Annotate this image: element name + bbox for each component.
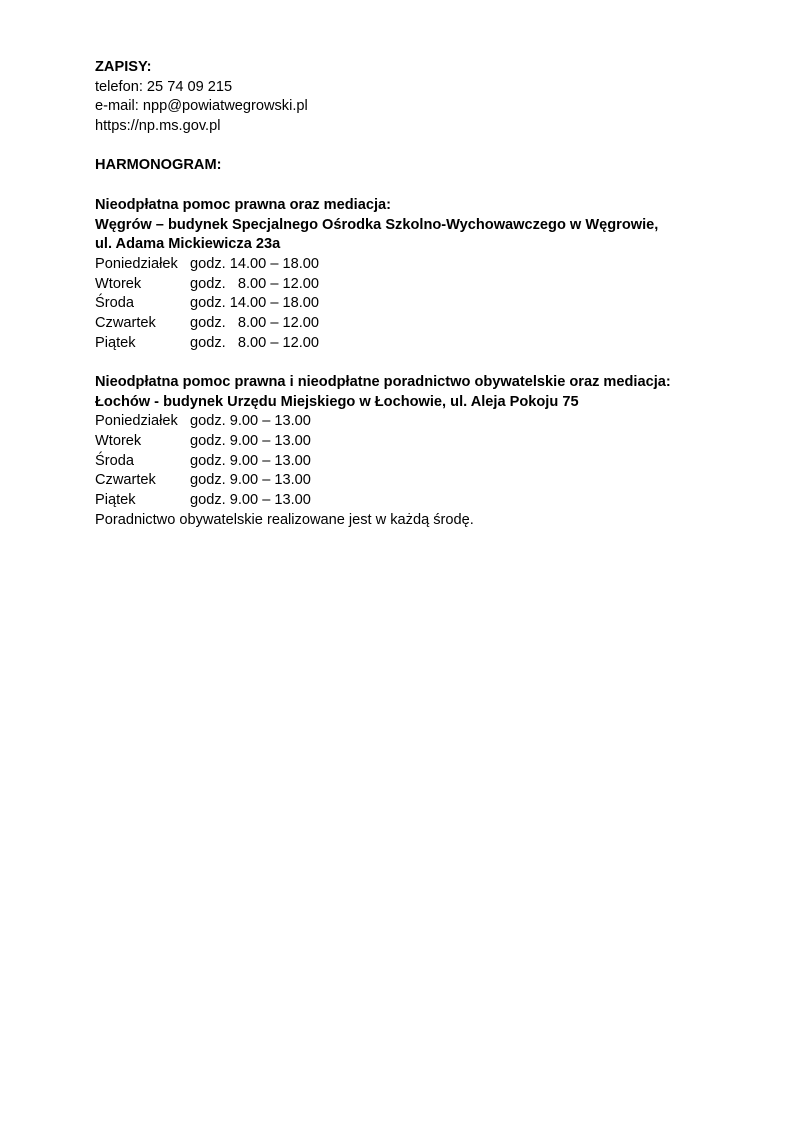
spacer bbox=[95, 176, 755, 196]
schedule-time: godz. 9.00 – 13.00 bbox=[190, 492, 311, 509]
section2-note: Poradnictwo obywatelskie realizowane jest w każdą środę. bbox=[95, 511, 474, 528]
section1-location-line2: ul. Adama Mickiewicza 23a bbox=[95, 236, 281, 253]
schedule-time: godz. 8.00 – 12.00 bbox=[190, 314, 320, 331]
schedule-heading: HARMONOGRAM: bbox=[95, 157, 222, 174]
schedule-day: Środa bbox=[95, 295, 134, 312]
schedule-day: Czwartek bbox=[95, 314, 156, 331]
schedule-time: godz. 9.00 – 13.00 bbox=[190, 452, 311, 469]
schedule-day: Poniedziałek bbox=[95, 255, 178, 272]
schedule-row bbox=[95, 334, 755, 354]
schedule-time: godz. 14.00 – 18.00 bbox=[190, 255, 320, 272]
section1-title: Nieodpłatna pomoc prawna oraz mediacja: bbox=[95, 196, 391, 213]
schedule-day: Czwartek bbox=[95, 472, 156, 489]
schedule-row bbox=[95, 314, 755, 334]
section2-location-line1: Łochów - budynek Urzędu Miejskiego w Łochowie, ul. Aleja Pokoju 75 bbox=[95, 393, 579, 410]
schedule-row bbox=[95, 452, 755, 472]
contact-url: https://np.ms.gov.pl bbox=[95, 118, 221, 135]
schedule-day: Poniedziałek bbox=[95, 413, 178, 430]
schedule-row bbox=[95, 432, 755, 452]
schedule-day: Wtorek bbox=[95, 275, 142, 292]
schedule-day: Piątek bbox=[95, 334, 136, 351]
schedule-time: godz. 8.00 – 12.00 bbox=[190, 275, 320, 292]
schedule-day: Środa bbox=[95, 452, 134, 469]
schedule-time: godz. 8.00 – 12.00 bbox=[190, 334, 320, 351]
schedule-day: Piątek bbox=[95, 492, 136, 509]
section1-location-line1: Węgrów – budynek Specjalnego Ośrodka Szkolno-Wychowawczego w Węgrowie, bbox=[95, 216, 659, 233]
schedule-row bbox=[95, 471, 755, 491]
document-content bbox=[95, 58, 755, 531]
schedule-row bbox=[95, 491, 755, 511]
contact-phone: telefon: 25 74 09 215 bbox=[95, 78, 233, 95]
schedule-time: godz. 9.00 – 13.00 bbox=[190, 413, 311, 430]
schedule-time: godz. 9.00 – 13.00 bbox=[190, 433, 311, 450]
section2-title: Nieodpłatna pomoc prawna i nieodpłatne poradnictwo obywatelskie oraz mediacja: bbox=[95, 374, 671, 390]
schedule-day: Wtorek bbox=[95, 433, 142, 450]
schedule-row bbox=[95, 275, 755, 295]
schedule-time: godz. 9.00 – 13.00 bbox=[190, 472, 311, 489]
contact-email: e-mail: npp@powiatwegrowski.pl bbox=[95, 98, 308, 115]
schedule-row bbox=[95, 294, 755, 314]
schedule-row bbox=[95, 412, 755, 432]
schedule-time: godz. 14.00 – 18.00 bbox=[190, 295, 320, 312]
spacer bbox=[95, 353, 755, 373]
schedule-row bbox=[95, 255, 755, 275]
spacer bbox=[95, 137, 755, 157]
contact-heading: ZAPISY: bbox=[95, 59, 152, 75]
